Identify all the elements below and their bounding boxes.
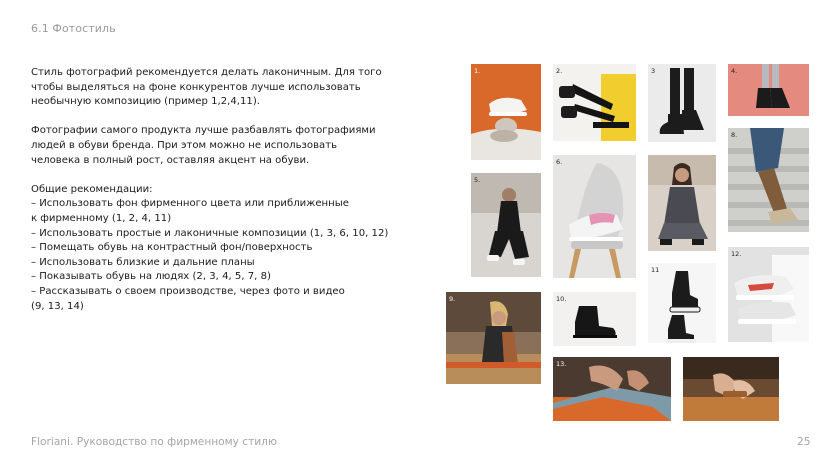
photo-9-craftswoman: [446, 292, 541, 384]
recommendations-heading: Общие рекомендации:: [31, 183, 153, 195]
recommendation-line: – Использовать фон фирменного цвета или приближенные: [31, 198, 349, 210]
photo-number: 11: [651, 266, 660, 274]
photo-14-shoemaker-tools: [683, 357, 779, 421]
photo-2-legs-yellow: [553, 64, 636, 141]
para-2-line-3: человека в полный рост, оставляя акцент на обуви.: [31, 154, 310, 166]
photo-1-sneaker-on-stone: [471, 64, 541, 160]
photo-number: 6.: [556, 158, 563, 166]
recommendation-line: – Рассказывать о своем производстве, через фото и видео: [31, 285, 345, 297]
photo-number: 4.: [731, 67, 738, 75]
section-title: 6.1 Фотостиль: [31, 22, 116, 35]
recommendation-line: – Использовать простые и лаконичные композиции (1, 3, 6, 10, 12): [31, 227, 389, 239]
photo-number: 10.: [556, 295, 567, 303]
photo-7-woman-dress: [648, 155, 716, 251]
photo-number: 1.: [474, 67, 481, 75]
body-text: [31, 66, 401, 314]
photo-number: 3: [651, 67, 656, 75]
para-1-line-2: чтобы выделяться на фоне конкурентов лучше использовать: [31, 81, 361, 93]
recommendation-line: (9, 13, 14): [31, 300, 84, 312]
footer-brand-line: Floriani. Руководство по фирменному стилю: [31, 436, 277, 448]
photo-8-woman-stairs: [728, 128, 809, 232]
recommendation-line: – Помещать обувь на контрастный фон/поверхность: [31, 242, 313, 254]
recommendation-line: – Использовать близкие и дальние планы: [31, 256, 255, 268]
photo-12-sneaker-red: [728, 247, 809, 342]
para-2-line-1: Фотографии самого продукта лучше разбавлять фотографиями: [31, 125, 376, 137]
para-1-line-3: необычную композицию (пример 1,2,4,11).: [31, 96, 260, 108]
photo-number: 2.: [556, 67, 563, 75]
photo-number: 13.: [556, 360, 567, 368]
photo-5-woman-seated: [471, 173, 541, 277]
recommendation-line: к фирменному (1, 2, 4, 11): [31, 212, 172, 224]
recommendation-line: – Показывать обувь на людях (2, 3, 4, 5, 7, 8): [31, 271, 271, 283]
photo-3-tall-boots: [648, 64, 716, 142]
photo-4-boots-coral: [728, 64, 809, 116]
photo-number: 5.: [474, 176, 481, 184]
photo-6-sneaker-chair: [553, 155, 636, 278]
para-2-line-2: людей в обуви бренда. При этом можно не использовать: [31, 139, 338, 151]
photo-number: 8.: [731, 131, 738, 139]
photo-13-hands-leather: [553, 357, 671, 421]
photo-number: 9.: [449, 295, 456, 303]
photo-11-chunky-boots: [648, 263, 716, 343]
page-number: 25: [797, 436, 811, 448]
photo-number: 12.: [731, 250, 742, 258]
photo-10-ankle-boot: [553, 292, 636, 346]
para-1-line-1: Стиль фотографий рекомендуется делать лаконичным. Для того: [31, 67, 382, 78]
